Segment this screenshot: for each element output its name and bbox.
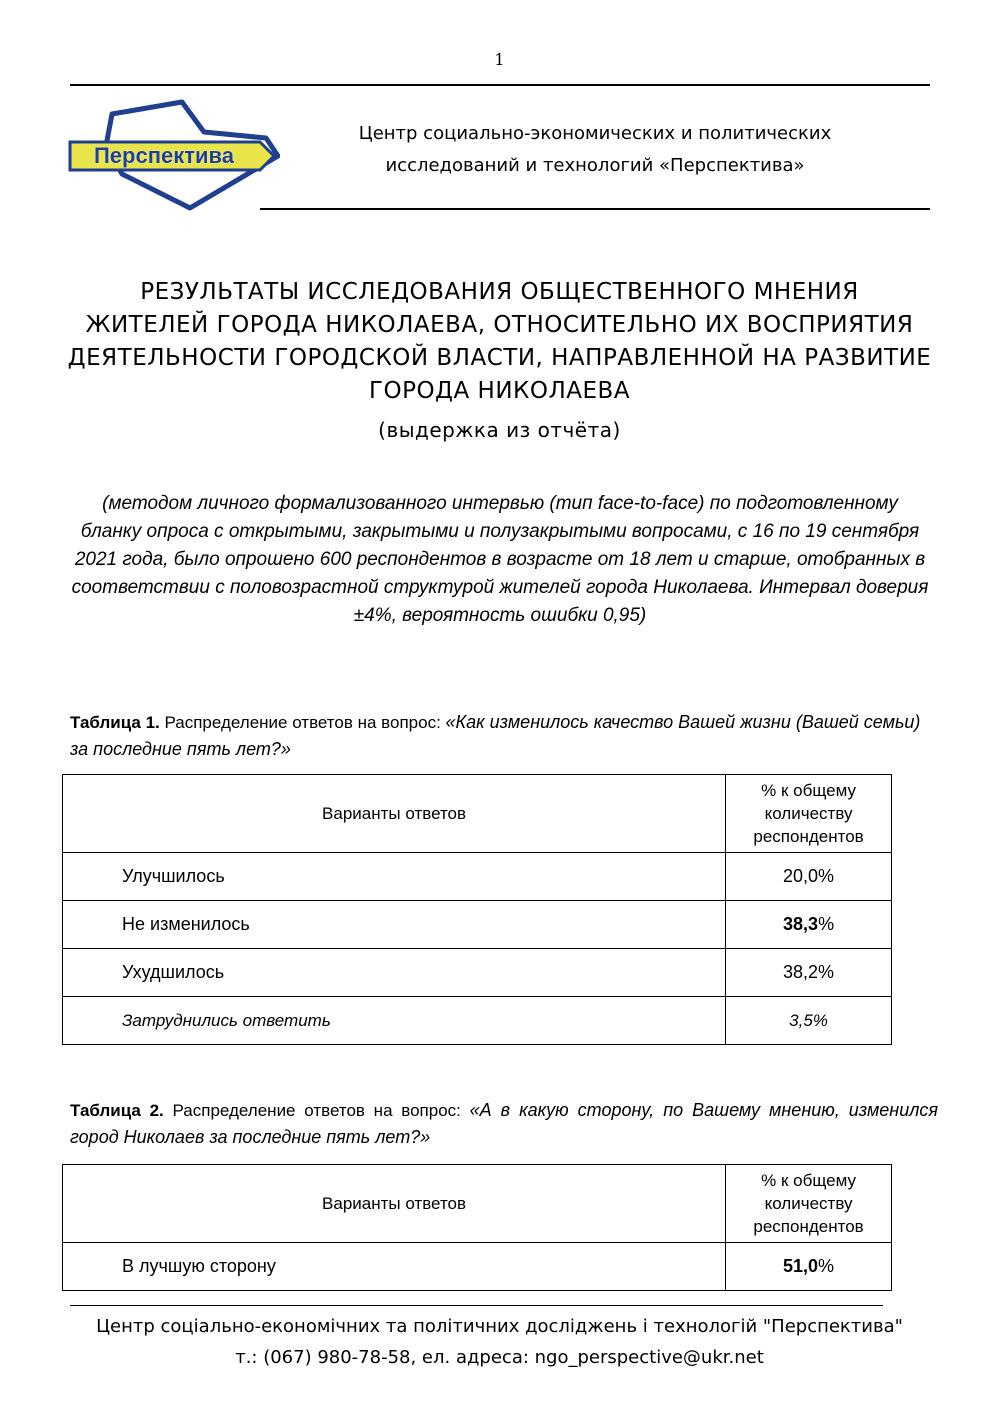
- title-line-2: ЖИТЕЛЕЙ ГОРОДА НИКОЛАЕВА, ОТНОСИТЕЛЬНО ИХ ВОСПРИЯТИЯ: [85, 312, 914, 338]
- header-bottom-rule: [260, 208, 930, 210]
- percent-cell: 3,5%: [726, 997, 892, 1045]
- organization-name: [270, 118, 920, 182]
- header-pct-line-3: респондентов: [753, 1217, 864, 1236]
- percent-cell: 20,0%: [726, 853, 892, 901]
- logo-text: Перспектива: [93, 143, 235, 168]
- table1-header-percent: [726, 775, 892, 853]
- report-subtitle: (выдержка из отчёта): [378, 418, 621, 442]
- header-pct-line-2: количеству: [764, 804, 853, 823]
- table2-caption-text: Распределение ответов на вопрос:: [163, 1101, 470, 1120]
- option-cell: Ухудшилось: [63, 949, 726, 997]
- table2-header-row: [63, 1165, 892, 1243]
- header-pct-line-2: количеству: [764, 1194, 853, 1213]
- table-row: [63, 853, 892, 901]
- header-top-rule: [70, 84, 930, 86]
- table-row: [63, 949, 892, 997]
- table2-caption: [70, 1097, 938, 1151]
- perspektiva-logo: [64, 96, 280, 216]
- percent-cell: 38,2%: [726, 949, 892, 997]
- table1-caption-text: Распределение ответов на вопрос:: [159, 713, 446, 732]
- table1-header-row: [63, 775, 892, 853]
- header-pct-line-1: % к общему: [761, 1171, 856, 1190]
- table-row: [63, 997, 892, 1045]
- page-number: 1: [494, 50, 505, 69]
- methodology-line-3: 2021 года, было опрошено 600 респондентов в возрасте от 18 лет и старше, отобранных в: [74, 549, 926, 570]
- footer-contacts: т.: (067) 980-78-58, ел. адреса: ngo_perspective@ukr.net: [235, 1347, 764, 1368]
- table2-header-option: Варианты ответов: [63, 1165, 726, 1243]
- table-row: [63, 901, 892, 949]
- title-line-3: ДЕЯТЕЛЬНОСТИ ГОРОДСКОЙ ВЛАСТИ, НАПРАВЛЕННОЙ НА РАЗВИТИЕ: [67, 345, 932, 371]
- percent-cell: 51,0%: [726, 1243, 892, 1291]
- report-title: [40, 276, 959, 408]
- title-line-4: ГОРОДА НИКОЛАЕВА: [368, 378, 631, 404]
- option-cell: Не изменилось: [63, 901, 726, 949]
- table1-label: Таблица 1.: [70, 713, 160, 732]
- footer-rule: [70, 1305, 883, 1306]
- header-pct-line-1: % к общему: [761, 781, 856, 800]
- header-pct-line-3: респондентов: [753, 827, 864, 846]
- methodology-line-4: соответствии с половозрастной структурой жителей города Николаева. Интервал доверия: [71, 577, 929, 598]
- table1-question: «Как изменилось качество Вашей жизни (Вашей семьи) за последние пять лет?»: [70, 712, 921, 759]
- footer-org: Центр соціально-економічних та політичних досліджень і технологій "Перспектива": [96, 1316, 903, 1337]
- methodology-line-2: бланку опроса с открытыми, закрытыми и полузакрытыми вопросами, с 16 по 19 сентября: [80, 521, 920, 542]
- table1-header-option: Варианты ответов: [63, 775, 726, 853]
- table-row: [63, 1243, 892, 1291]
- page-footer: [40, 1311, 959, 1373]
- methodology-line-1: (методом личного формализованного интервью (тип face-to-face) по подготовленному: [102, 493, 898, 514]
- methodology-line-5: ±4%, вероятность ошибки 0,95): [353, 605, 647, 626]
- option-cell: Улучшилось: [63, 853, 726, 901]
- percent-cell: 38,3%: [726, 901, 892, 949]
- table1: [62, 774, 892, 1045]
- option-cell: В лучшую сторону: [63, 1243, 726, 1291]
- title-line-1: РЕЗУЛЬТАТЫ ИССЛЕДОВАНИЯ ОБЩЕСТВЕННОГО МНЕНИЯ: [140, 279, 859, 305]
- table2: [62, 1164, 892, 1291]
- methodology-note: [70, 490, 930, 630]
- org-line-2: исследований и технологий «Перспектива»: [385, 155, 805, 176]
- option-cell: Затруднились ответить: [63, 997, 726, 1045]
- org-line-1: Центр социально-экономических и политических: [358, 123, 832, 144]
- table2-label: Таблица 2.: [70, 1101, 164, 1120]
- table2-header-percent: [726, 1165, 892, 1243]
- table1-caption: [70, 709, 938, 763]
- table2-question: «А в какую сторону, по Вашему мнению, изменился город Николаев за последние пять лет?»: [70, 1100, 938, 1147]
